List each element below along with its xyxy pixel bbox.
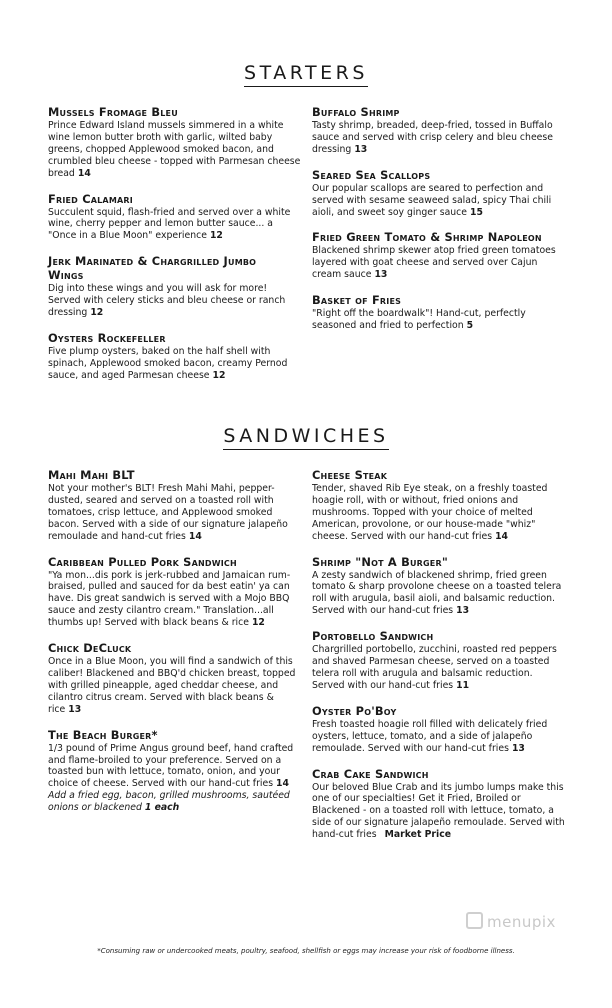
item-description	[312, 308, 566, 332]
menu-item	[48, 555, 302, 630]
menu-item	[312, 468, 566, 543]
item-desc-text: Our popular scallops are seared to perfection and served with sesame seaweed salad, spicy Thai chili aioli, and sweet soy ginger sauce	[312, 182, 552, 218]
item-desc-text: Dig into these wings and you will ask for more! Served with celery sticks and bleu cheese or ranch dressing	[48, 283, 286, 319]
item-name: Basket of Fries	[312, 293, 402, 308]
item-description	[48, 207, 302, 243]
item-description	[48, 283, 302, 319]
item-desc-text: Tasty shrimp, breaded, deep-fried, tossed in Buffalo sauce and served with crisp celery and bleu cheese dressing	[312, 120, 553, 155]
item-description	[48, 570, 302, 630]
starters-heading: STARTERS	[0, 62, 612, 87]
watermark	[466, 912, 556, 931]
item-description	[312, 245, 566, 281]
item-name: Oysters Rockefeller	[48, 330, 166, 345]
item-price: 12	[212, 369, 226, 381]
sandwiches-heading: SANDWICHES	[0, 425, 612, 450]
sandwiches-left-column	[48, 468, 302, 826]
addon-text: Add a fried egg, bacon, grilled mushrooms, sautéed onions or blackened	[48, 790, 290, 814]
watermark-text: menupix	[487, 913, 556, 931]
item-price: 13	[511, 742, 525, 754]
item-desc-text: Tender, shaved Rib Eye steak, on a freshly toasted hoagie roll, with or without, fried onions and mushrooms. Topped with your choice of melted American, provolone, or our house-made "whiz" cheese. Served with our hand-cut fries	[312, 483, 548, 542]
item-name: Shrimp "Not A Burger"	[312, 554, 448, 569]
item-price: 14	[77, 167, 91, 179]
item-description	[48, 483, 302, 543]
item-price: 12	[251, 617, 265, 629]
item-desc-text: "Right off the boardwalk"! Hand-cut, perfectly seasoned and fried to perfection	[312, 308, 526, 332]
starters-right-column	[312, 105, 566, 344]
menu-item	[312, 767, 566, 842]
item-price: 13	[68, 703, 82, 715]
item-description	[48, 120, 302, 180]
menupix-logo-icon	[466, 912, 483, 929]
item-name: Buffalo Shrimp	[312, 105, 400, 119]
item-name: Chick DeCluck	[48, 641, 132, 656]
item-desc-text: Not your mother's BLT! Fresh Mahi Mahi, pepper-dusted, seared and served on a toasted roll with tomatoes, crisp lettuce, and Applewood smoked bacon. Served with a side of our signature jalapeño remoulade and hand-cut fries	[48, 483, 288, 542]
item-price: 13	[374, 269, 388, 281]
item-name: Mahi Mahi BLT	[48, 468, 135, 482]
menu-item	[312, 230, 566, 281]
menu-item	[312, 105, 566, 156]
item-description	[312, 644, 566, 692]
item-addon	[48, 790, 302, 814]
item-desc-text: Fresh toasted hoagie roll filled with delicately fried oysters, lettuce, tomato, and a side of jalapeño remoulade. Served with our hand-cut fries	[312, 718, 548, 754]
item-desc-text: Prince Edward Island mussels simmered in a white wine lemon butter broth with garlic, wilted baby greens, chopped Applewood smoked bacon, and crumbled bleu cheese - topped with Parmesan cheese bread	[48, 120, 301, 179]
item-description	[48, 346, 302, 382]
footnote: *Consuming raw or undercooked meats, poultry, seafood, shellfish or eggs may increase your risk of foodborne illness.	[97, 947, 515, 955]
item-price: 14	[495, 530, 509, 542]
item-price: 14	[188, 530, 202, 542]
item-price: 11	[456, 679, 470, 691]
menu-item	[312, 704, 566, 755]
item-name: Fried Green Tomato & Shrimp Napoleon	[312, 230, 542, 245]
item-name: Seared Sea Scallops	[312, 167, 431, 182]
item-name: Cheese Steak	[312, 468, 388, 482]
menu-item	[312, 555, 566, 618]
starters-left-column	[48, 105, 302, 394]
sandwiches-right-column	[312, 468, 566, 853]
item-description	[48, 656, 302, 716]
item-description	[312, 782, 566, 842]
item-desc-text: Succulent squid, flash-fried and served over a white wine, cherry pepper and lemon butter sauce... a "Once in a Blue Moon" experience	[48, 206, 291, 242]
item-desc-text: Five plump oysters, baked on the half shell with spinach, Applewood smoked bacon, creamy Pernod sauce, and aged Parmesan cheese	[48, 345, 288, 381]
item-desc-text: "Ya mon...dis pork is jerk-rubbed and Jamaican rum-braised, pulled and sauced for da best eatin' ya can have. Dis great sandwich is served with a Mojo BBQ sauce and zesty cilantro cream." Translation...all thumbs up! Served with black beans & rice	[48, 569, 291, 629]
item-price: 12	[209, 230, 223, 242]
item-price: 12	[90, 307, 104, 319]
menu-item	[48, 192, 302, 243]
item-description	[312, 719, 566, 755]
menu-item	[312, 168, 566, 219]
menu-item	[48, 641, 302, 716]
item-desc-text: Blackened shrimp skewer atop fried green tomatoes layered with goat cheese and served over Cajun cream sauce	[312, 245, 556, 281]
item-desc-text: A zesty sandwich of blackened shrimp, fried green tomato & sharp provolone cheese on a toasted telera roll with arugula, basil aioli, and balsamic reduction. Served with our hand-cut fries	[312, 569, 562, 617]
item-desc-text: 1/3 pound of Prime Angus ground beef, hand crafted and flame-broiled to your preference. Served on a toasted bun with lettuce, tomato, onion, and your choice of cheese. Served with our hand-cut fries	[48, 742, 294, 790]
menu-item	[48, 105, 302, 180]
menu-item	[312, 293, 566, 332]
item-name: Jerk Marinated & Chargrilled Jumbo Wings	[48, 254, 257, 283]
item-description	[312, 483, 566, 543]
menu-item	[48, 331, 302, 382]
item-desc-text: Once in a Blue Moon, you will find a sandwich of this caliber! Blackened and BBQ'd chicken breast, topped with grilled pineapple, aged cheddar cheese, and cilantro citrus cream. Served with black beans & rice	[48, 656, 296, 715]
item-price: Market Price	[384, 829, 452, 841]
item-name: Oyster Po'Boy	[312, 703, 397, 718]
menu-item	[48, 468, 302, 543]
item-name: Caribbean Pulled Pork Sandwich	[48, 554, 237, 569]
item-name: Mussels Fromage Bleu	[48, 105, 178, 119]
item-desc-text: Chargrilled portobello, zucchini, roasted red peppers and shaved Parmesan cheese, served on a toasted telera roll with arugula and balsamic reduction. Served with our hand-cut fries	[312, 644, 557, 691]
addon-price: 1 each	[144, 802, 180, 814]
menu-item	[48, 728, 302, 814]
menu-item	[312, 629, 566, 692]
item-name: Fried Calamari	[48, 191, 133, 206]
item-price: 13	[456, 605, 470, 617]
item-description	[312, 183, 566, 219]
item-price: 13	[354, 143, 368, 155]
item-price: 5	[466, 320, 474, 332]
item-description	[312, 570, 566, 618]
item-description	[312, 120, 566, 156]
item-price: 15	[470, 206, 483, 218]
menu-item	[48, 254, 302, 319]
item-desc-text: Our beloved Blue Crab and its jumbo lumps make this one of our specialties! Get it Fried, Broiled or Blackened - on a toasted roll with lettuce, tomato, a side of our signature jalapeño remoulade. Served with hand-cut fries	[312, 781, 565, 841]
item-name: Portobello Sandwich	[312, 629, 434, 644]
item-name: The Beach Burger*	[48, 727, 158, 742]
item-name: Crab Cake Sandwich	[312, 766, 429, 781]
item-price: 14	[276, 778, 289, 790]
item-description	[48, 743, 302, 791]
